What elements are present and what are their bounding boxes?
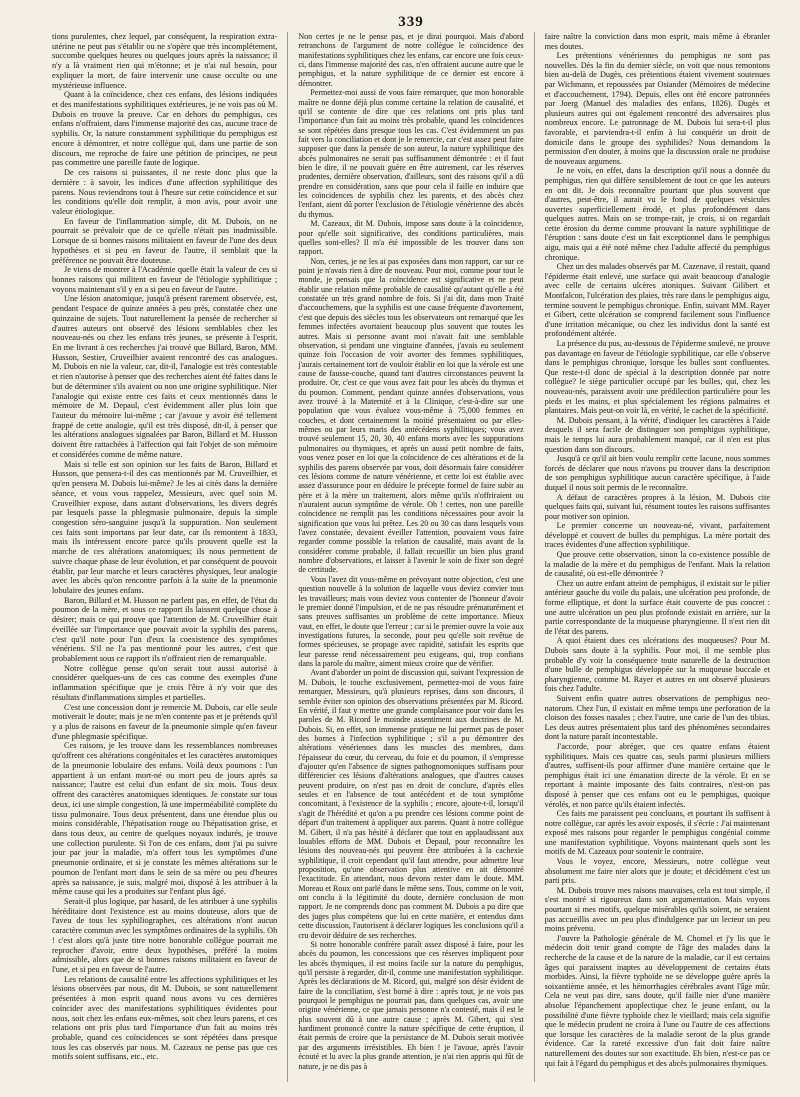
paragraph: Ces faits me paraissent peu concluans, et pourtant ils suffisent à notre collègue, car après les avoir exposés, il s'écrie : J'ai maintenant exposé mes raisons pour regarder le pemphigus congénial comme une manifestation syphilitique. Voyons maintenant quels sont les motifs de M. Cazeaux pour soutenir le contraire. <box>544 809 770 857</box>
column-middle <box>298 32 523 1082</box>
paragraph: De ces raisons si puissantes, il ne reste donc plus que la dernière : à savoir, les indices d'une affection syphilitique des parens. Nous reviendrons tout à l'heure sur cette coïncidence et sur les conditions qu'elle doit remplir, à mon avis, pour avoir une valeur étiologique. <box>52 168 278 216</box>
paragraph: Chez un des malades observés par M. Cazenave, il restait, quand l'épiderme était enlevé, une surface qui avait beaucoup d'analogie avec celle de certains ulcères atoniques. Suivant Gilibert et Montfalcon, l'ulcération des plaies, très rare dans le pemphigus aigu, termine souvent le pemphigus chronique. Enfin, suivant MM. Rayer et Gibert, cette ulcération se comprend facilement sous l'influence d'une irritation mécanique, ou chez les individus dont la santé est profondément altérée. <box>544 262 770 339</box>
paragraph: faire naître la conviction dans mon esprit, mais même à ébranler mes doutes. <box>544 32 770 51</box>
column-left <box>52 32 277 1082</box>
paragraph: J'ouvre la Pathologie générale de M. Chomel et j'y lis que le médecin doit tenir grand compte de l'âge des malades dans la recherche de la cause et de la nature de la maladie, car il est certains âges qui paraissent inaptes au développement de certains états morbides. Ainsi, la fièvre typhoïde ne se développe guère après la soixantième année, et les hémorrhagies cérébrales avant l'âge mûr. Cela ne veut pas dire, sans doute, qu'il faille nier d'une manière absolue l'épanchement apoplectique chez le jeune enfant, ou la possibilité d'une fièvre typhoïde chez le vieillard; mais cela signifie que le médecin prudent ne croira à l'une ou l'autre de ces affections que lorsque les caractères de la maladie seront de la plus grande évidence. Car la rareté excessive d'un fait doit faire naître naturellement des doutes sur son exactitude. Eh bien, n'est-ce pas ce qui fait à l'égard du pemphigus et des abcès pulmonaires thymiques. <box>544 933 770 1068</box>
paragraph: Suivent enfin quatre autres observations de pemphigus neo-natorum. Chez l'un, il existait en même temps une perforation de la cloison des fosses nasales ; chez l'autre, une carie de l'un des tibias. Les deux autres présentaient plus tard des phénomènes secondaires dont la nature paraît incontestable. <box>544 693 770 742</box>
paragraph: Les relations de causalité entre les affections syphilitiques et les lésions observées par nous, dit M. Dubois, se sont naturellement présentées à mon esprit quand nous avons vu ces dernières coïncider avec des manifestations syphilitiques évidentes pour nous, soit chez les enfans eux-mêmes, soit chez leurs parens, et ces relations ont pris plus tard l'importance d'un fait au moins très probable, quand ces coïncidences se sont répétées dans presque tous les cas observés par nous. M. Cazeaux ne pense pas que ces motifs soient suffisans, etc., etc. <box>52 974 278 1062</box>
column-divider <box>534 32 535 1082</box>
page-number: 339 <box>398 14 424 30</box>
paragraph: Chez un autre enfant atteint de pemphigus, il existait sur le pilier antérieur gauche du voile du palais, une ulcération peu profonde, de forme elliptique, et dont la surface était couverte de pus concret : une autre ulcération un peu plus profonde existait en arrière, sur la partie correspondante de la muqueuse pharyngienne. Il n'est rien dit de l'état des parens. <box>544 578 770 636</box>
paragraph: Je ne vois, en effet, dans la description qu'il nous a donnée du pemphigus, rien qui diffère sensiblement de tout ce que les auteurs en ont dit. Je dois reconnaître pourtant que plus souvent que d'autres, peut-être, il aurait vu le fond de quelques vésicules ouvertes superficiellement érodé, et plus profondément dans quelques autres. Mais on se trompe-rait, je crois, si on regardait cette érosion du derme comme prouvant la nature syphilitique de l'éruption : sans doute c'est un fait exceptionnel dans le pemphigus aigu, mais qui a été noté même chez l'adulte affecté du pemphigus chronique. <box>544 166 770 262</box>
paragraph: M. Dubois pensant, à la vérité, d'indiquer les caractères à l'aide desquels il sera facile de distinguer son pemphigus syphilitique, mais le temps lui aura probablement manqué, car il n'en est plus question dans son discours. <box>544 415 770 454</box>
column-divider <box>287 32 288 1082</box>
paragraph: Permettez-moi aussi de vous faire remarquer, que mon honorable maître ne donne déjà plus comme certaine la relation de causalité, et qu'il se contente de dire que ces relations ont pris plus tard l'importance d'un fait au moins très probable, quand les coïncidences se sont répétées dans presque tous les cas. C'est évidemment un pas fait vers la conciliation et dont je le remercie, car c'est assez peut faire supposer que dans la pensée de son auteur, la nature syphilitique des abcès pulmonaires ne serait pas suffisamment démontrée : et il faut bien le dire, il ne pouvait guère en être autrement, car les réserves prudentes, dernière observation, d'ailleurs, sont des raisons qu'il a dû prendre en considération, sans que pour cela il faille en induire que les coïncidences de syphilis chez les parents, et des abcès chez l'enfant, aient dû porter l'exclusion de l'étiologie vénérienne des abcès du thymus. <box>298 88 524 219</box>
paragraph: tions purulentes, chez lequel, par conséquent, la respiration extra-utérine ne peut pas s'établir ou ne s'opère que très incomplétement, succombe quelques heures ou quelques jours après la naissance; il n'y a là vraiment rien qui m'étonne; et je n'ai nul besoin, pour expliquer la mort, de faire intervenir une cause occulte ou une mystérieuse influence. <box>52 32 278 90</box>
paragraph: Que prouve cette observation, sinon la co-existence possible de la maladie de la mère et du pemphigus de l'enfant. Mais la relation de causalité, où est-elle démontrée ? <box>544 550 770 579</box>
paragraph: M. Dubois trouve mes raisons mauvaises, cela est tout simple, il s'est montré si rigoureux dans son argumentation. Mais voyons pourtant si mes motifs, quelque misérables qu'ils soient, ne seraient pas accueillis avec un peu plus d'indulgence par un lecteur un peu moins prévenu. <box>544 885 770 934</box>
paragraph: Les prétentions vénériennes du pemphigus ne sont pas nouvelles. Dès la fin du dernier siècle, on voit que nous remontons bien au-delà de Dugès, ces prétentions étaient vivement soutenues par Wichmann, et repoussées par Osiander (Mémoires de médecine et d'accouchement, 1794). Depuis, elles ont été encore patronnées par Joerg (Manuel des maladies des enfans, 1826). Dugès et plusieurs autres qui ont également rencontré des adversaires plus nombreux encore. Le patronnage de M. Dubois lui sera-t-il plus favorable, et parviendra-t-il enfin à lui conquérir un droit de domicile dans le groupe des syphilides? Nous demandons la permission d'en douter, à moins que la discussion orale ne produise de nouveaux argumens. <box>544 51 770 166</box>
paragraph: C'est une concession dont je remercie M. Dubois, car elle seule motiverait le doute; mais je ne m'en contente pas et je prétends qu'il y a plus de raisons en faveur de la pneumonie simple qu'en faveur d'une phlegmasie spécifique. <box>52 702 278 741</box>
paragraph: Le premier concerne un nouveau-né, vivant, parfaitement développé et couvert de bulles du pemphigus. La mère portait des traces évidentes d'une affection syphilitique. <box>544 521 770 550</box>
paragraph: Quant à la coïncidence, chez ces enfans, des lésions indiquées et des manifestations syphilitiques extérieures, je ne vois pas où M. Dubois en trouve la preuve. Car en dehors du pemphigus, ces enfans n'offraient, dans l'immense majorité des cas, aucune trace de syphilis. Or, la nature constamment syphilitique du pemphigus est encore à démontrer, et notre collègue qui, dans une partie de son discours, me reproche de faire une pétition de principes, ne peut pas commettre une pareille faute de logique. <box>52 90 278 168</box>
paragraph: Avant d'aborder un point de discussion qui, suivant l'expression de M. Dubois, le touche exclusivement, permettez-moi de vous faire remarquer, Messieurs, qu'à plusieurs reprises, dans son discours, il semble éviter son opinion des observations présentées par M. Ricord. En vérité, il faut y mettre une grande complaisance pour voir dans les paroles de M. Ricord le moindre assentiment aux doctrines de M. Dubois. Si, en effet, son immense pratique ne lui permet pas de poser des bornes à l'infection syphilitique ; s'il a pu démontrer des altérations vénériennes dans les muscles des membres, dans l'épaisseur du cœur, du cerveau, du foie et du poumon, il s'empresse d'ajouter qu'en l'absence de signes pathognomoniques suffisans pour différencier ces lésions d'altérations analogues, que d'autres causes peuvent produire, on n'est pas en droit de conclure, d'après elles seules et en l'absence de tout antécédent et de tout symptôme concomitant, à l'existence de la syphilis ; encore, ajoute-t-il, lorsqu'il s'agit de l'hérédité et qu'on a pu prendre ces lésions comme point de départ d'un traitement à appliquer aux parens. Quant à notre collègue M. Gibert, il n'a pas hésité à déclarer que tout en applaudissant aux louables efforts de MM. Dubois et Depaul, pour reconnaître les lésions des nouveau-nés qui peuvent être attribuées à la cachexie syphilitique, il croit cependant qu'il faut attendre, pour admettre leur proposition, qu'une observation plus attentive en ait démontré l'exactitude. En attendant, nous devons rester dans le doute. MM. Moreau et Roux ont parlé dans le même sens. Tous, comme on le voit, ont conclu à la légitimité du doute, dernière conclusion de mon rapport. Je ne comprends donc pas comment M. Dubois a pu dire que des juges plus compétens que lui en cette matière, et entendus dans cette discussion, l'autorisent à déclarer logiques les conclusions qu'il a cru devoir déduire de ses recherches. <box>298 668 524 940</box>
paragraph: Jusqu'à ce qu'il ait bien voulu remplir cette lacune, nous sommes forcés de déclarer que nous n'avons pu trouver dans la description de son pemphigus syphilitique aucun caractère spécifique, à l'aide duquel il nous soit permis de le reconnaître. <box>544 454 770 492</box>
paragraph: A quoi étaient dues ces ulcérations des muqueuses? Pour M. Dubois sans doute à la syphilis. Pour moi, il me semble plus probable d'y voir la conséquence toute naturelle de la destruction d'une bulle de pemphigus développée sur la muqueuse buccale et pharyngienne, comme M. Rayer et autres en ont observé plusieurs fois chez l'adulte. <box>544 636 770 694</box>
paragraph: Ces raisons, je les trouve dans les ressemblances nombreuses qu'offrent ces altérations congénitales et les caractères anatomiques de la pneumonie lobulaire des enfans. Voilà deux poumons : l'un appartient à un enfant mort-né ou mort peu de jours après sa naissance; l'autre est celui d'un enfant de six mois. Tous deux offrent des caractères anatomiques identiques. Je constate sur tous deux, ici une simple congestion, là une imperméabilité complète du tissu pulmonaire. Tous deux présentent, dans une étendue plus ou moins considérable, l'hépatisation rouge ou l'hépatisation grise, et dans tous deux, au centre de quelques noyaux indurés, je trouve une collection purulente. Si l'on de ces enfans, dont j'ai pu suivre jour par jour la maladie, m'a offert tous les symptômes d'une pneumonie ordinaire, et si je constate les mêmes altérations sur le poumon de l'enfant mort dans le sein de sa mère ou peu d'heures après sa naissance, je suis, malgré moi, disposé à les attribuer à la même cause qui les a produites sur l'enfant plus âgé. <box>52 741 278 897</box>
text-columns <box>52 32 770 1082</box>
paragraph: Vous le voyez, encore, Messieurs, notre collègue veut absolument me faire nier alors que je doute; et décidément c'est un parti pris. <box>544 857 770 886</box>
paragraph: La présence du pus, au-dessous de l'épiderme soulevé, ne prouve pas davantage en faveur de l'étiologie syphilitique, car elle s'observe dans le pemphigus chronique, lorsque les bulles sont confluentes. Que reste-t-il donc de spécial à la description donnée par notre collègue? le siège particulier occupé par les bulles, qui, chez les nouveau-nés, paraissent avoir une prédilection particulière pour les pieds et les mains, et plus spécialement les régions palmaires et plantaires. Mais peut-on voir là, en vérité, le cachet de la spécificité. <box>544 339 770 416</box>
paragraph: J'accorde, pour abréger, que ces quatre enfans étaient syphilitiques. Mais ces quatre cas, seuls parmi plusieurs milliers d'autres, suffisent-ils pour affirmer d'une manière certaine que le pemphigus était ici une émanation directe de la vérole. Et en se reportant à mainte imposante des faits contraires, n'est-on pas disposé à penser que ces enfans ont eu le pemphigus, quoique vérolés, et non parce qu'ils étaient infectés. <box>544 741 770 809</box>
paragraph: En faveur de l'inflammation simple, dit M. Dubois, on ne pourrait se prévaloir que de ce qu'elle n'était pas inadmissible. Lorsque de si bonnes raisons militaient en faveur de l'une des deux hypothèses et si peu en faveur de l'autre, il semblait que la préférence ne pouvait être douteuse. <box>52 216 278 265</box>
paragraph: Une lésion anatomique, jusqu'à présent rarement observée, est, pendant l'espace de quinze années à peu près, constatée chez une quinzaine de sujets. Tout naturellement la pensée de rechercher si d'autres auteurs ont observé des lésions semblables chez les nouveau-nés ou chez les enfans très jeunes, se présente à l'esprit. En me livrant à ces recherches j'ai trouvé que Billard, Baron, MM. Husson, Sestier, Cruveilhier avaient rencontré des cas analogues. M. Dubois en nie la valeur, car, dit-il, l'analogie est très contestable et rien n'autorise à penser que des recherches aient été faites dans le but de déterminer s'ils avaient ou non une origine syphilitique. Nier l'analogie qui existe entre ces faits et ceux mentionnés dans le mémoire de M. Depaul, c'est évidemment aller plus loin que l'auteur du mémoire lui-même ; car j'avoue y avoir été tellement frappé de cette analogie, qu'il est très disposé, dit-il, à penser que les altérations analogues signalées par Baron, Billard et M. Husson doivent être rattachées à l'affection qui fait l'objet de son mémoire et considérées comme de même nature. <box>52 294 278 459</box>
paragraph: M. Cazeaux, dit M. Dubois, impose sans doute à la coïncidence, pour qu'elle soit significative, des conditions particulières, mais quelles sont-elles? Il m'a été impossible de les trouver dans son rapport. <box>298 219 524 257</box>
paragraph: Notre collègue pense qu'on serait tout aussi autorisé à considérer quelques-uns de ces cas comme des exemples d'une inflammation spécifique que je crois l'être à n'y voir que des résultats d'inflammations simples et partielles. <box>52 663 278 702</box>
paragraph: Non, certes, je ne les ai pas exposées dans mon rapport, car sur ce point je n'avais rien à dire de nouveau. Pour moi, comme pour tout le monde, je pensais que la coïncidence est significative et ne peut établir une relation même probable de causalité qu'autant qu'elle a été constatée un très grand nombre de fois. Si j'ai dit, dans mon Traité d'accouchemens, que la syphilis est une cause fréquente d'avortement, c'est que depuis des siècles tous les observateurs ont remarqué que les femmes infectées avortaient beaucoup plus souvent que toutes les autres. Mais si personne avant moi n'avait fait une semblable observation, si pendant une vingtaine d'années, j'avais eu seulement quinze fois l'occasion de voir avorter des femmes syphilitiques, j'aurais certainement tort de vouloir établir en loi que la vérole est une cause de fausse-couche, quand tant d'autres circonstances peuvent la produire. Or, c'est ce que vous avez fait pour les abcès du thymus et du poumon. Comment, pendant quinze années d'observations, vous avez trouvé à la Maternité et à la Clinique, c'est-à-dire sur une population que vous évaluez vous-même à 75,000 femmes en couches, et dont certainement la moitié présentaient ou par elles-mêmes ou par leurs maris des antécédens syphilitiques; vous avez trouvé seulement 15, 20, 30, 40 enfans morts avec les suppurations pulmonaires ou thymiques, et après un aussi petit nombre de faits, vous venez poser en loi que la coïncidence de ces altérations et de la syphilis des parens observée par vous, doit désormais faire considérer ces lésions comme de nature vénérienne, et cette loi est établie avec assez d'assurance pour en déduire le précepte formel de faire subir au père et à la mère un traitement, alors même qu'ils n'offriraient ou n'auraient aucun symptôme de vérole. Oh ! certes, non une pareille coïncidence ne remplit pas les conditions nécessaires pour avoir la signification que vous lui prêtez. Les 20 ou 30 cas dans lesquels vous l'avez constatée, devaient éveiller l'attention, pouvaient vous faire regarder comme possible la relation de causalité, mais avant de la considérer comme probable, il fallait recueillir un bien plus grand nombre d'observations, et laisser à l'avenir le soin de fixer son degré de certitude. <box>298 256 524 575</box>
paragraph: Vous l'avez dit vous-même en prévoyant notre objection, c'est une question nouvelle à la solution de laquelle vous deviez convier tous les travailleurs; mais vous deviez vous contenter de l'honneur d'avoir le premier donné l'impulsion, et de ne pas résoudre prématurément et sans preuves suffisantes un problème de cette importance. Mieux vaut, en effet, le doute que l'erreur ; car si le premier ouvre la voie aux investigations futures, la seconde, pour peu qu'elle soit revêtue de formes spécieuses, se propage avec rapidité, satisfait les esprits que leur paresse rend nécessairement peu exigeans, qui, trop confians dans la parole du maître, aiment mieux croire que de vérifier. <box>298 574 524 669</box>
paragraph: Serait-il plus logique, par hasard, de les attribuer à une syphilis héréditaire dont l'existence est au moins douteuse, alors que de l'aveu de tous les syphiliographes, ces altérations n'ont aucun caractère commun avec les symptômes ordinaires de la syphilis. Oh ! c'est alors qu'à juste titre notre honorable collègue pourrait me reprocher d'avoir, entre deux hypothèses, préféré la moins admissible, alors que de si bonnes raisons militaient en faveur de l'une, et si peu en faveur de l'autre. <box>52 896 278 974</box>
column-right <box>545 32 770 1082</box>
paragraph: Je viens de montrer à l'Académie quelle était la valeur de ces si bonnes raisons qui militent en faveur de l'étiologie syphilitique ; voyons maintenant s'il y en a si peu en faveur de l'autre. <box>52 265 278 294</box>
paragraph: Mais si telle est son opinion sur les faits de Baron, Billard et Husson, que pensera-t-il des cas mentionnés par M. Cruveilhier, et qu'en pensera M. Dubois lui-même? Je les ai cités dans la dernière séance, et vous vous rappelez, Messieurs, avec quel soin M. Cruveilhier expose, dans autant d'observations, les divers degrés par lesquels passe la phlegmasie pulmonaire, depuis la simple congestion séro-sanguine jusqu'à la suppuration. Non seulement ces faits sont importans par leur date, car ils remontent à 1833, mais ils intéressent encore parce qu'ils prouvent quelle est la marche de ces altérations anatomiques; ils nous permettent de suivre chaque phase de leur évolution, et par conséquent de pouvoir établir, par leur marche et leurs caractères physiques, leur analogie avec les abcès qu'on rencontre parfois à la suite de la pneumonie lobulaire des jeunes enfans. <box>52 459 278 595</box>
paragraph: Si notre honorable confrère paraît assez disposé à faire, pour les abcès du poumon, les concessions que ces réserves impliquent pour les abcès thymiques, il est moins facile sur la nature du pemphigus, qu'il persiste à regarder, dit-il, comme une manifestation syphilitique. Après les déclarations de M. Ricord, qui, malgré son désir évident de faire de la conciliation, s'est borné à dire : après tout, je ne vois pas pourquoi le pemphigus ne pourrait pas, dans quelques cas, avoir une origine vénérienne, ce que jamais personne n'a contesté, mais il est le plus souvent dû à une autre cause ; après M. Gibert, qui s'est hardiment prononcé contre la nature spécifique de cette éruption, il était permis de croire que la persistance de M. Dubois serait motivée par des arguments irrésistibles. Eh bien ! je l'avoue, après l'avoir écouté et lu avec la plus grande attention, je n'ai rien appris qui fût de nature, je ne dis pas à <box>298 939 524 1071</box>
paragraph: Non certes je ne le pense pas, et je dirai pourquoi. Mais d'abord retranchons de l'argument de notre collègue le coïncidence des manifestations syphilitiques chez les enfans, car encore une fois ceux-ci, dans l'immense majorité des cas, n'en offraient aucune autre que le pemphigus, et la nature syphilitique de ce dernier est encore à démontrer. <box>298 32 524 88</box>
paragraph: A défaut de caractères propres à la lésion, M. Dubois cite quelques faits qui, suivant lui, résument toutes les raisons suffisantes pour motiver son opinion. <box>544 492 770 521</box>
paragraph: Baron, Billard et M. Husson ne parlent pas, en effet, de l'état du poumon de la mère, et sous ce rapport ils laissent quelque chose à désirer; mais ce qui prouve que l'attention de M. Cruveilhier était éveillée sur l'importance que pouvait avoir la syphilis des parens, c'est qu'il note pour l'un d'eux la coexistence des symptômes vénériens. S'il ne l'a pas mentionné pour les autres, c'est que probablement sous ce rapport ils n'offraient rien de remarquable. <box>52 595 278 663</box>
